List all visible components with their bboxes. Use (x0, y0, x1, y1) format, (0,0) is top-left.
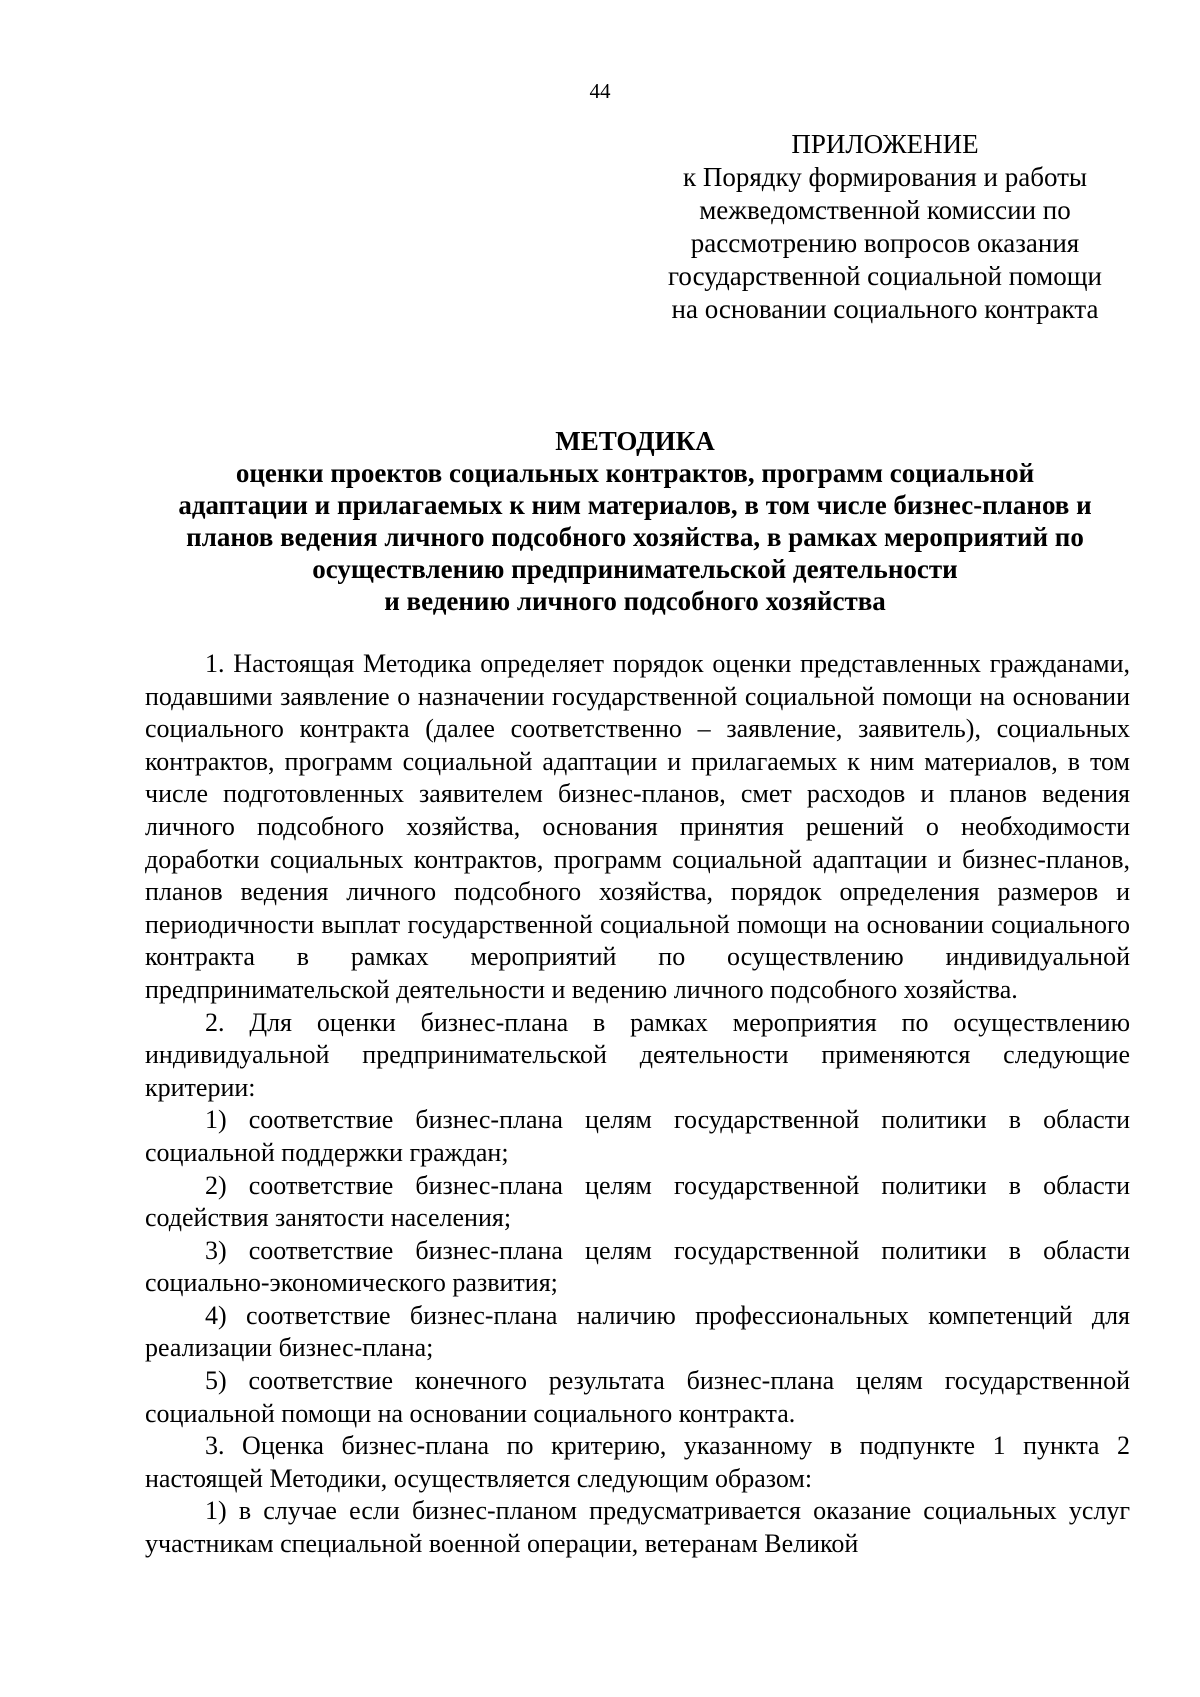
heading-line: оценки проектов социальных контрактов, программ социальной (235, 458, 1035, 488)
document-body (145, 648, 1130, 1561)
paragraph: 1. Настоящая Методика определяет порядок оценки представленных гражданами, подавшими заявление о назначении государственной социальной помощи на основании социального контракта (далее соответственно – заявление, заявитель), социальных контрактов, программ социальной адаптации и прилагаемых к ним материалов, в том числе подготовленных заявителем бизнес-планов, смет расходов и планов ведения личного подсобного хозяйства, основания принятия решений о необходимости доработки социальных контрактов, программ социальной адаптации и бизнес-планов, планов ведения личного подсобного хозяйства, порядок определения размеров и периодичности выплат государственной социальной помощи на основании социального контракта в рамках мероприятий по осуществлению индивидуальной предпринимательской деятельности и ведению личного подсобного хозяйства. (145, 649, 1130, 1004)
paragraph: 2. Для оценки бизнес-плана в рамках мероприятия по осуществлению индивидуальной предпринимательской деятельности применяются следующие критерии: (145, 1007, 1130, 1102)
paragraph: 1) в случае если бизнес-планом предусматривается оказание социальных услуг участникам специальной военной операции, ветеранам Великой (145, 1496, 1130, 1559)
paragraph: 5) соответствие конечного результата бизнес-плана целям государственной социальной помощи на основании социального контракта. (145, 1366, 1130, 1428)
appendix-line: на основании социального контракта (671, 294, 1099, 324)
heading-line: и ведению личного подсобного хозяйства (384, 586, 886, 616)
heading-line: планов ведения личного подсобного хозяйства, в рамках мероприятий по (186, 522, 1084, 552)
paragraph: 1) соответствие бизнес-плана целям государственной политики в области социальной поддержки граждан; (145, 1105, 1130, 1167)
appendix-line: к Порядку формирования и работы (682, 162, 1088, 192)
paragraph: 2) соответствие бизнес-плана целям государственной политики в области содействия занятости населения; (145, 1170, 1130, 1233)
paragraph: 3) соответствие бизнес-плана целям государственной политики в области социально-экономического развития; (145, 1235, 1130, 1298)
heading-line: адаптации и прилагаемых к ним материалов, в том числе бизнес-планов и (178, 490, 1092, 520)
appendix-line: рассмотрению вопросов оказания (690, 228, 1080, 258)
paragraph: 3. Оценка бизнес-плана по критерию, указанному в подпункте 1 пункта 2 настоящей Методики, осуществляется следующим образом: (145, 1431, 1130, 1493)
appendix-title: ПРИЛОЖЕНИЕ (791, 129, 979, 159)
heading-line: осуществлению предпринимательской деятельности (312, 554, 958, 584)
page-number: 44 (589, 79, 611, 103)
appendix-block (620, 128, 1150, 326)
appendix-line: государственной социальной помощи (668, 261, 1102, 291)
paragraph: 4) соответствие бизнес-плана наличию профессиональных компетенций для реализации бизнес-плана; (145, 1300, 1130, 1363)
appendix-line: межведомственной комиссии по (699, 195, 1071, 225)
document-heading (140, 425, 1130, 617)
heading-title: МЕТОДИКА (555, 426, 715, 456)
